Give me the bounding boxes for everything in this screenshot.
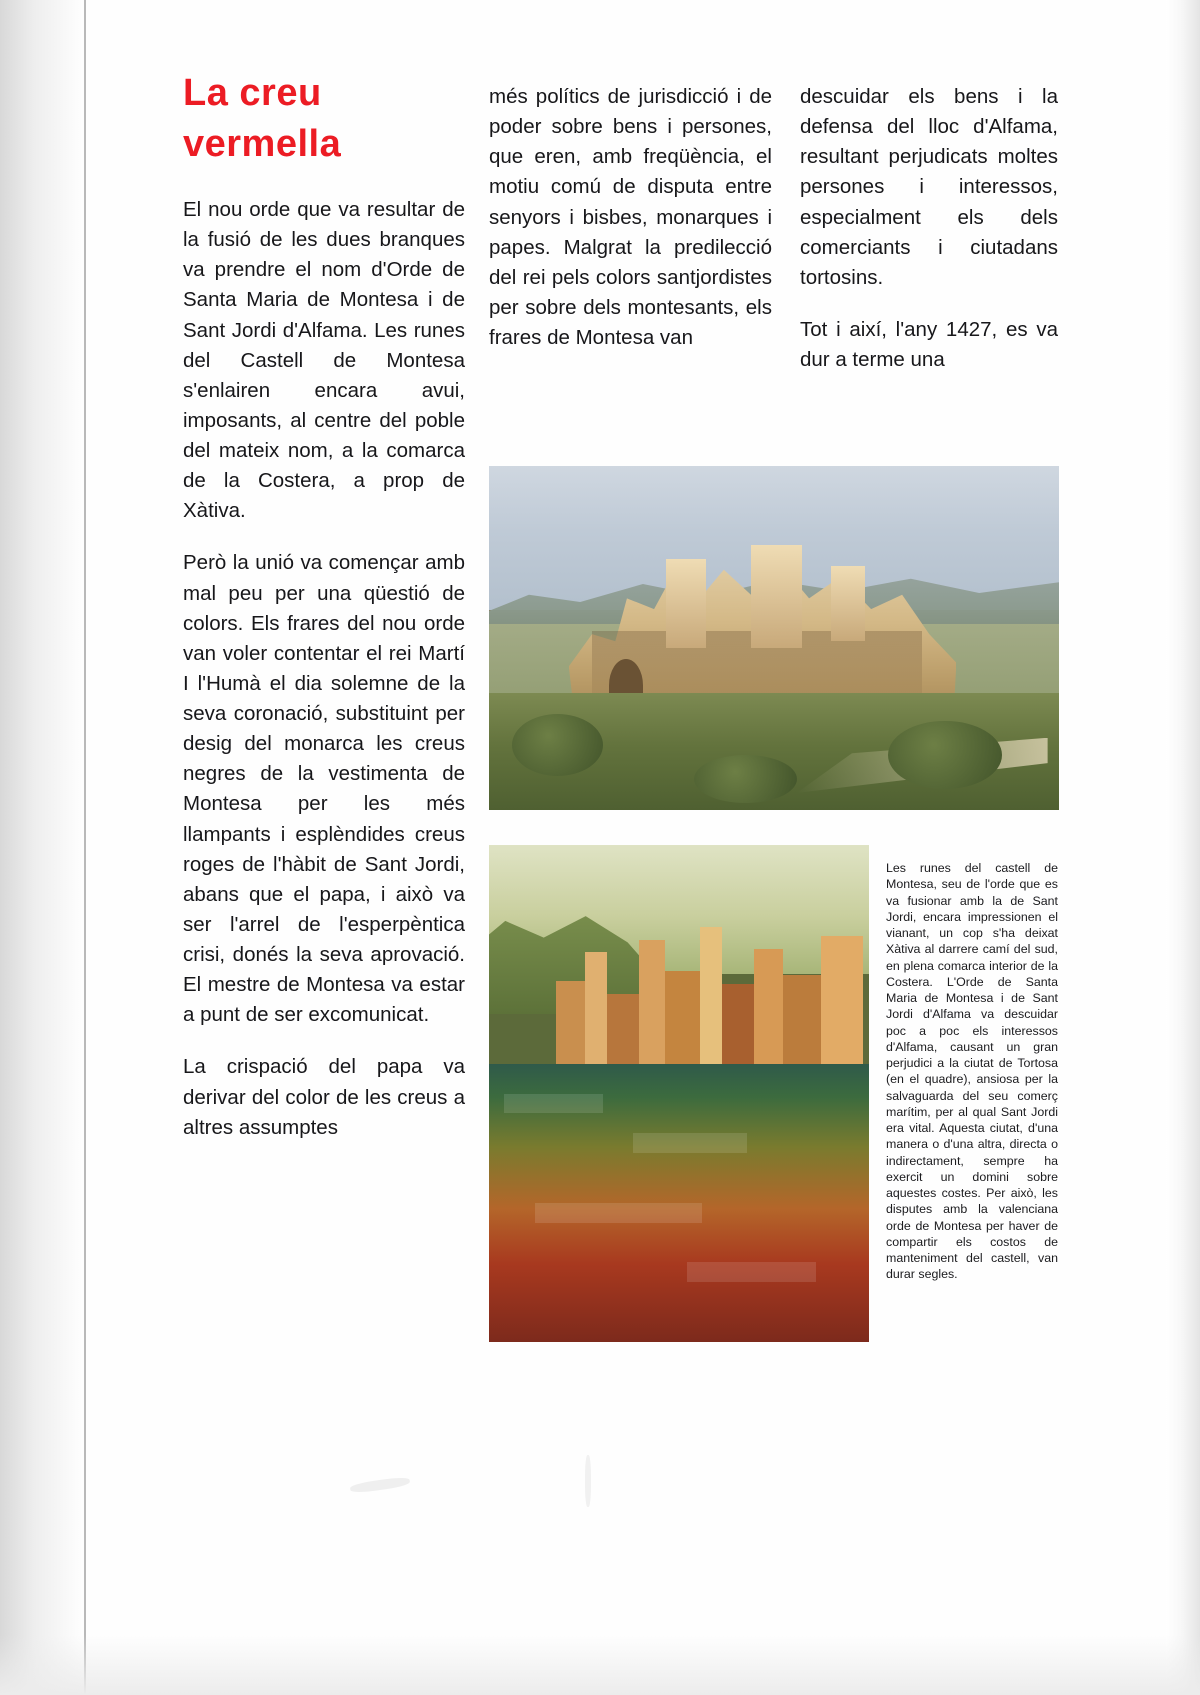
castle-photo [489,466,1059,810]
page-title: La creu vermella [183,72,342,165]
image-caption: Les runes del castell de Montesa, seu de l'orde que es va fusionar amb la de Sant Jordi, encara impressionen el vianant, un cop s'ha deixat Xàtiva al darrere camí del sud, en plena comarca interior de la Costera. L'Orde de Santa Maria de Montesa i de Sant Jordi d'Alfama va descuidar poc a poc els interessos d'Alfama, causant un gran perjudici a la ciutat de Tortosa (en el quadre), ansiosa per la salvaguarda del seu comerç marítim, per al qual Sant Jordi era vital. Aquesta ciutat, d'una manera o d'una altra, directa o indirectament, sempre ha exercit un domini sobre aquestes costes. Per això, les disputes amb la valenciana orde de Montesa per haver de compartir els costos de manteniment del castell, van durar segles. [886,861,1058,1282]
text-column-3 [800,82,1058,375]
scan-artifact [350,1476,411,1494]
paragraph: Però la unió va començar amb mal peu per una qüestió de colors. Els frares del nou orde van voler contentar el rei Martí I l'Humà el dia solemne de la seva coronació, substituint per desig del monarca les creus negres de la vestimenta de Montesa per les més llampants i esplèndides creus roges de l'hàbit de Sant Jordi, abans que el papa, i això va ser l'arrel de l'esperpèntica crisi, donés la seva aprovació. El mestre de Montesa va estar a punt de ser excomunicat. [183,551,465,1027]
paragraph: La crispació del papa va derivar del color de les creus a altres assumptes [183,1055,465,1139]
text-column-2 [489,82,772,353]
photo-bush [888,721,1002,790]
photo-bush [512,714,603,776]
scan-artifact [585,1455,591,1507]
photo-tower [831,566,865,642]
paragraph: El nou orde que va resultar de la fusió de les dues branques va prendre el nom d'Orde de Santa Maria de Montesa i de Sant Jordi d'Alfama. Les runes del Castell de Montesa s'enlairen encara avui, imposants, al centre del poble del mateix nom, a la comarca de la Costera, a prop de Xàtiva. [183,198,465,523]
photo-tower [751,545,802,648]
paragraph: més polítics de jurisdicció i de poder sobre bens i persones, que eren, amb freqüència, el motiu comú de disputa entre senyors i bisbes, monarques i papes. Malgrat la predilecció del rei pels colors santjordistes per sobre dels montesants, els frares de Montesa van [489,85,772,349]
painting-townscape [550,905,869,1064]
photo-bush [694,755,797,803]
tortosa-painting [489,845,869,1342]
paragraph: Tot i així, l'any 1427, es va dur a terme una [800,317,1058,371]
photo-tower [666,559,706,648]
paragraph: descuidar els bens i la defensa del lloc d'Alfama, resultant perjudicats moltes persones i interessos, especialment els dels comerciants i ciutadans tortosins. [800,85,1058,289]
text-column-1 [183,68,465,1143]
